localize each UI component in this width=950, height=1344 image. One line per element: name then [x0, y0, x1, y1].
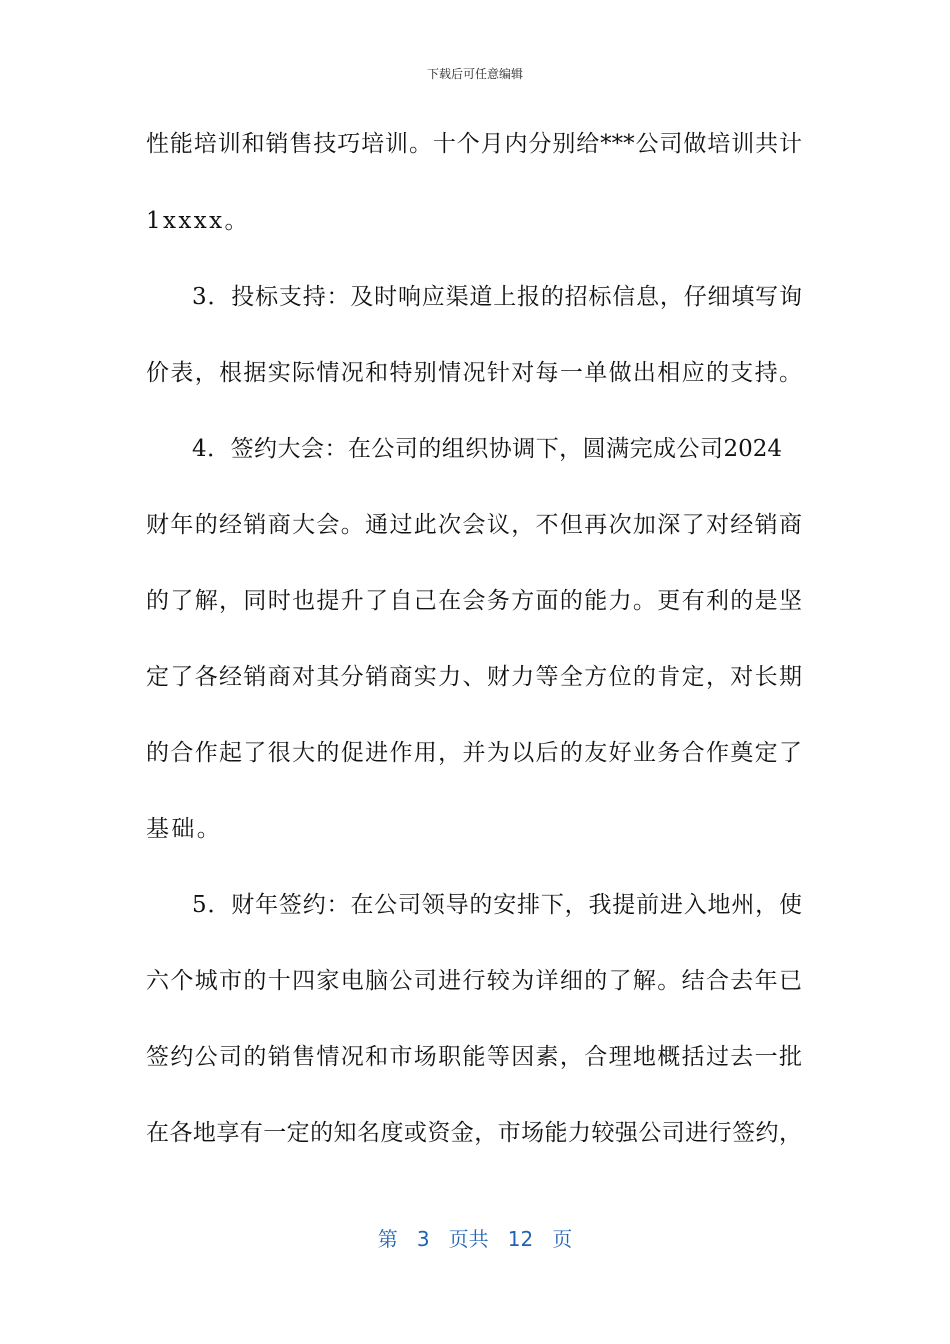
body-line: 基础。 — [146, 816, 223, 842]
footer-middle: 页共 — [448, 1227, 489, 1251]
current-page-number: 3 — [416, 1227, 430, 1251]
page-header: 下载后可任意编辑 — [426, 67, 523, 81]
footer-prefix: 第 — [377, 1227, 398, 1251]
body-line: 签约公司的销售情况和市场职能等因素，合理地概括过去一批 — [146, 1044, 802, 1070]
body-line: 4．签约大会：在公司的组织协调下，圆满完成公司2024 — [192, 436, 782, 462]
body-line: 的了解，同时也提升了自己在会务方面的能力。更有利的是坚 — [146, 588, 802, 614]
body-line: 六个城市的十四家电脑公司进行较为详细的了解。结合去年已 — [146, 968, 802, 994]
body-line: 1xxxx。 — [146, 208, 250, 234]
body-line: 性能培训和销售技巧培训。十个月内分别给***公司做培训共计 — [146, 131, 802, 157]
total-pages-number: 12 — [507, 1227, 534, 1251]
body-line: 在各地享有一定的知名度或资金，市场能力较强公司进行签约， — [146, 1120, 802, 1146]
footer-suffix: 页 — [552, 1227, 573, 1251]
body-line: 定了各经销商对其分销商实力、财力等全方位的肯定，对长期 — [146, 664, 802, 690]
body-line: 财年的经销商大会。通过此次会议，不但再次加深了对经销商 — [146, 512, 802, 538]
body-line: 5．财年签约：在公司领导的安排下，我提前进入地州，使 — [192, 892, 802, 918]
page-footer — [0, 1222, 950, 1256]
body-line: 价表，根据实际情况和特别情况针对每一单做出相应的支持。 — [146, 360, 802, 386]
body-line: 3．投标支持：及时响应渠道上报的招标信息，仔细填写询 — [192, 284, 802, 310]
body-line: 的合作起了很大的促进作用，并为以后的友好业务合作奠定了 — [146, 740, 802, 766]
